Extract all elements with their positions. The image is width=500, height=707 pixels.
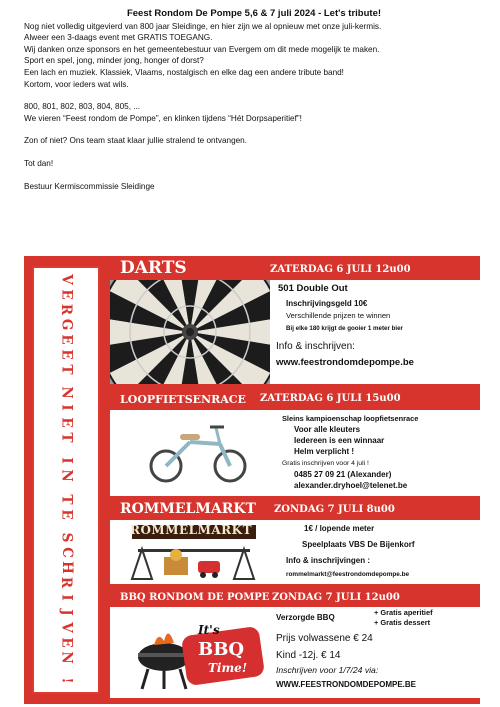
market-date: ZONDAG 7 JULI 8u00 — [274, 504, 395, 515]
intro-question: Zon of niet? Ons team staat klaar jullie stralend te ontvangen. — [24, 136, 248, 146]
darts-prizes: Verschillende prijzen te winnen — [286, 311, 391, 320]
darts-bonus: Bij elke 180 krijgt de gooier 1 meter bier — [286, 325, 403, 332]
market-email: rommelmarkt@feestrondomdepompe.be — [286, 571, 410, 578]
rommelmarkt-logo — [126, 523, 262, 581]
race-panel — [110, 410, 480, 496]
side-word: I N — [58, 457, 75, 483]
side-word: V E R G E E T — [58, 274, 75, 375]
darts-panel — [110, 280, 480, 384]
intro-line: Kortom, voor ieders wat wils. — [24, 79, 129, 89]
bbq-type: Verzorgde BBQ — [276, 613, 335, 622]
intro-text — [24, 8, 484, 192]
darts-info: Info & inschrijven: — [276, 341, 355, 352]
side-word: N I E T — [58, 386, 75, 443]
side-word: ! — [58, 677, 75, 684]
bbq-panel — [110, 607, 480, 698]
intro-line: Wij danken onze sponsors en het gemeentebestuur van Evergem om dit mede mogelijk te maken. — [24, 44, 380, 54]
bbq-child-price: Kind -12j. € 14 — [276, 650, 341, 661]
intro-line: Alweer een 3-daags event met GRATIS TOEGANG. — [24, 33, 213, 43]
race-title: LOOPFIETSENRACE — [120, 393, 246, 406]
market-info: Info & inschrijvingen : — [286, 556, 371, 565]
bbq-logo — [128, 613, 268, 693]
bbq-title: BBQ RONDOM DE POMPE — [120, 592, 270, 603]
bbq-adult-price: Prijs volwassene € 24 — [276, 633, 373, 644]
race-championship: Sleins kampioenschap loopfietsenrace — [282, 414, 419, 423]
race-helmet: Helm verplicht ! — [294, 447, 355, 456]
market-panel — [110, 520, 480, 584]
darts-title: DARTS — [120, 258, 187, 278]
bbq-extra-aperitief: + Gratis aperitief — [374, 608, 433, 617]
bbq-logo-line3: Time! — [208, 661, 248, 675]
race-date: ZATERDAG 6 JULI 15u00 — [260, 393, 401, 404]
rommelmarkt-logo-text: ROMMELMARKT — [130, 523, 253, 537]
bbq-site: WWW.FEESTRONDOMDEPOMPE.BE — [276, 680, 416, 689]
market-price: 1€ / lopende meter — [304, 524, 375, 533]
side-word: S C H R I J V E N — [58, 532, 75, 664]
balance-bike-image — [140, 418, 260, 488]
bbq-extra-dessert: + Gratis dessert — [374, 618, 431, 627]
darts-fee: Inschrijvingsgeld 10€ — [286, 299, 368, 308]
race-winner: Iedereen is een winnaar — [294, 436, 385, 445]
intro-bye: Tot dan! — [24, 158, 54, 168]
race-registration: Gratis inschrijven voor 4 juli ! — [282, 460, 369, 467]
intro-line: Een lach en muziek. Klassiek, Vlaams, nostalgisch en elke dag een andere tribute band! — [24, 67, 344, 77]
race-audience: Voor alle kleuters — [294, 425, 361, 434]
intro-codes: 800, 801, 802, 803, 804, 805, ... — [24, 102, 141, 112]
market-location: Speelplaats VBS De Bijenkorf — [302, 540, 415, 549]
dartboard-image — [110, 280, 270, 384]
darts-site: www.feestrondomdepompe.be — [276, 357, 414, 368]
market-title: ROMMELMARKT — [120, 501, 256, 517]
bbq-logo-line1: It's — [198, 623, 220, 637]
bbq-date: ZONDAG 7 JULI 12u00 — [272, 592, 400, 603]
side-word: T E — [58, 494, 75, 520]
bbq-deadline: Inschrijven voor 1/7/24 via: — [276, 665, 379, 675]
intro-signature: Bestuur Kermiscommissie Sleidinge — [24, 181, 155, 191]
intro-title: Feest Rondom De Pompe 5,6 & 7 juli 2024 - Let's tribute! — [126, 8, 382, 19]
event-flyer — [24, 256, 480, 704]
market-items-image — [126, 539, 262, 581]
bbq-logo-line2: BBQ — [198, 639, 245, 660]
intro-line: Nog niet volledig uitgevierd van 800 jaar Sleidinge, en hier zijn we al opnieuw met onze juli-kermis. — [24, 21, 382, 31]
race-phone: 0485 27 09 21 (Alexander) — [294, 470, 392, 479]
side-banner — [32, 266, 100, 694]
intro-motto: We vieren “Feest rondom de Pompe”, en klinken tijdens “Hét Dorpsaperitief”! — [24, 113, 302, 123]
race-email: alexander.dryhoel@telenet.be — [294, 481, 408, 490]
intro-line: Sport en spel, jong, minder jong, honger of dorst? — [24, 56, 204, 66]
darts-date: ZATERDAG 6 JULI 12u00 — [270, 264, 411, 275]
darts-format: 501 Double Out — [278, 283, 348, 294]
